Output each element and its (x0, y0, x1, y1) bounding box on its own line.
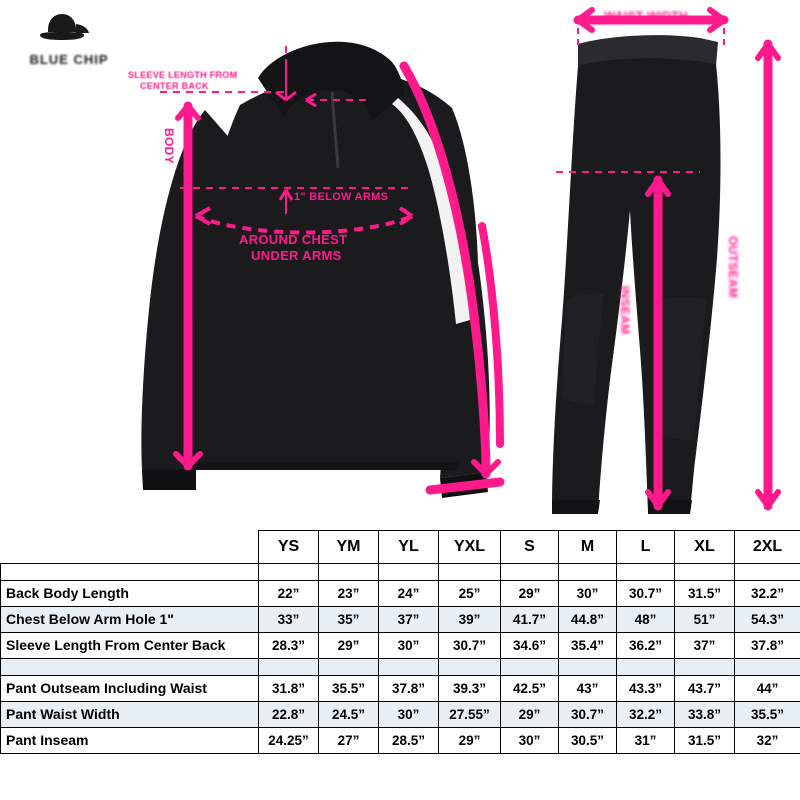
cap-logo-icon (34, 8, 90, 48)
cell-chest-s: 41.7” (501, 607, 559, 633)
cell-waist-xl: 33.8” (675, 702, 735, 728)
cell-back-body-length-s: 29” (501, 581, 559, 607)
cell-inseam-2xl: 32” (735, 728, 800, 754)
cell-chest-m: 44.8” (559, 607, 617, 633)
cell-outseam-yxl: 39.3” (439, 676, 501, 702)
cell-outseam-m: 43” (559, 676, 617, 702)
cell-waist-yxl: 27.55” (439, 702, 501, 728)
cell-inseam-ys: 24.25” (259, 728, 319, 754)
under-arms-label: UNDER ARMS (251, 248, 342, 263)
cell-outseam-yl: 37.8” (379, 676, 439, 702)
outseam-label: OUTSEAM (726, 236, 740, 299)
cell-sleeve-ym: 29” (319, 633, 379, 659)
table-corner-cell (1, 531, 259, 564)
table-header-row (1, 531, 800, 564)
column-header-yl: YL (379, 531, 439, 564)
body-label: BODY (162, 128, 176, 164)
cell-outseam-s: 42.5” (501, 676, 559, 702)
table-spacer-row-middle (1, 659, 800, 676)
cell-sleeve-2xl: 37.8” (735, 633, 800, 659)
inseam-label: INSEAM (618, 286, 632, 335)
cell-waist-l: 32.2” (617, 702, 675, 728)
table-row (1, 633, 800, 659)
cell-outseam-ym: 35.5” (319, 676, 379, 702)
cell-chest-ym: 35” (319, 607, 379, 633)
table-row (1, 702, 800, 728)
row-label-sleeve-length: Sleeve Length From Center Back (1, 633, 259, 659)
cell-outseam-ys: 31.8” (259, 676, 319, 702)
column-header-s: S (501, 531, 559, 564)
size-chart-table (0, 530, 800, 754)
row-label-pant-inseam: Pant Inseam (1, 728, 259, 754)
cell-chest-l: 48” (617, 607, 675, 633)
cell-sleeve-xl: 37” (675, 633, 735, 659)
column-header-ym: YM (319, 531, 379, 564)
cell-chest-xl: 51” (675, 607, 735, 633)
cell-outseam-2xl: 44” (735, 676, 800, 702)
cell-chest-yxl: 39” (439, 607, 501, 633)
cell-waist-s: 29” (501, 702, 559, 728)
column-header-2xl: 2XL (735, 531, 800, 564)
cell-waist-m: 30.7” (559, 702, 617, 728)
cell-back-body-length-yl: 24” (379, 581, 439, 607)
cell-sleeve-s: 34.6” (501, 633, 559, 659)
below-arms-label: 1" BELOW ARMS (294, 191, 389, 203)
around-chest-label: AROUND CHEST (239, 232, 348, 247)
row-label-blank (1, 659, 259, 676)
cell-back-body-length-ys: 22” (259, 581, 319, 607)
cell-sleeve-yl: 30” (379, 633, 439, 659)
cell-waist-ys: 22.8” (259, 702, 319, 728)
cell-sleeve-m: 35.4” (559, 633, 617, 659)
cell-waist-2xl: 35.5” (735, 702, 800, 728)
cell-back-body-length-ym: 23” (319, 581, 379, 607)
table-row (1, 607, 800, 633)
sleeve-length-label-top: SLEEVE LENGTH FROM (128, 70, 238, 80)
cell-waist-yl: 30” (379, 702, 439, 728)
pants-illustration (552, 35, 721, 514)
cell-back-body-length-xl: 31.5” (675, 581, 735, 607)
column-header-ys: YS (259, 531, 319, 564)
table-spacer-row-top (1, 564, 800, 581)
cell-chest-yl: 37” (379, 607, 439, 633)
cell-back-body-length-l: 30.7” (617, 581, 675, 607)
row-label-pant-waist-width: Pant Waist Width (1, 702, 259, 728)
row-label-back-body-length: Back Body Length (1, 581, 259, 607)
waist-width-label: WAIST WIDTH (604, 9, 688, 23)
cell-sleeve-yxl: 30.7” (439, 633, 501, 659)
cell-inseam-m: 30.5” (559, 728, 617, 754)
column-header-yxl: YXL (439, 531, 501, 564)
cell-sleeve-ys: 28.3” (259, 633, 319, 659)
cell-back-body-length-2xl: 32.2” (735, 581, 800, 607)
cell-inseam-ym: 27” (319, 728, 379, 754)
row-label-pant-outseam: Pant Outseam Including Waist (1, 676, 259, 702)
cell-inseam-yl: 28.5” (379, 728, 439, 754)
sleeve-length-label-top2: CENTER BACK (140, 81, 209, 91)
cell-back-body-length-yxl: 25” (439, 581, 501, 607)
table-row (1, 728, 800, 754)
column-header-m: M (559, 531, 617, 564)
cell-back-body-length-m: 30” (559, 581, 617, 607)
brand-wordmark: BLUE CHIP (29, 52, 109, 67)
brand-logo (14, 8, 124, 78)
cell-inseam-xl: 31.5” (675, 728, 735, 754)
column-header-xl: XL (675, 531, 735, 564)
cell-inseam-l: 31” (617, 728, 675, 754)
cell-sleeve-l: 36.2” (617, 633, 675, 659)
row-label-chest-below-arm-hole: Chest Below Arm Hole 1" (1, 607, 259, 633)
cell-inseam-yxl: 29” (439, 728, 501, 754)
table-row (1, 676, 800, 702)
cell-chest-2xl: 54.3” (735, 607, 800, 633)
cell-waist-ym: 24.5” (319, 702, 379, 728)
cell-inseam-s: 30” (501, 728, 559, 754)
table-row (1, 581, 800, 607)
cell-outseam-l: 43.3” (617, 676, 675, 702)
column-header-l: L (617, 531, 675, 564)
cell-outseam-xl: 43.7” (675, 676, 735, 702)
cell-chest-ys: 33” (259, 607, 319, 633)
